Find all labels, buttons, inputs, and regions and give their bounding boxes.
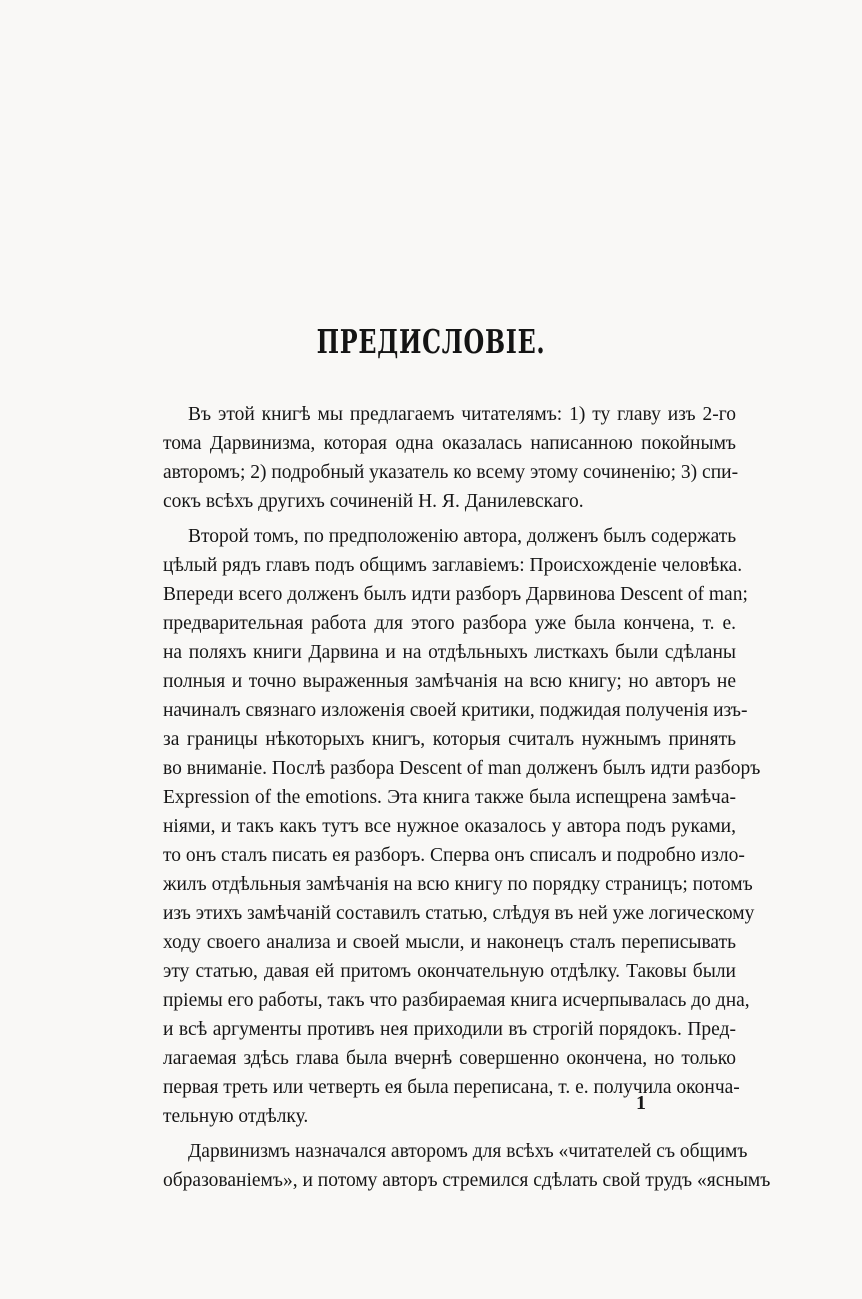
text-line: первая треть или четверть ея была переписана, т. е. получила оконча- [163,1077,740,1098]
text-line: за границы нѣкоторыхъ книгъ, которыя считалъ нужнымъ принять [163,729,736,750]
text-line: полныя и точно выраженныя замѣчанія на всю книгу; но авторъ не [163,671,736,692]
paragraph [163,1137,771,1195]
text-line: сокъ всѣхъ другихъ сочиненій Н. Я. Данилевскаго. [163,491,584,512]
page-number: 1 [636,1092,646,1114]
text-line: Второй томъ, по предположенію автора, долженъ былъ содержать [188,526,737,547]
text-line: изъ этихъ замѣчаній составилъ статью, слѣдуя въ ней уже логическому [163,903,755,924]
text-line: авторомъ; 2) подробный указатель ко всему этому сочиненію; 3) спи- [163,462,739,483]
text-line: эту статью, давая ей притомъ окончательную отдѣлку. Таковы были [163,961,736,982]
body-text [163,400,771,1195]
text-line: лагаемая здѣсь глава была вчернѣ совершенно окончена, но только [163,1048,736,1069]
text-line: и всѣ аргументы противъ нея приходили въ строгій порядокъ. Пред- [163,1019,736,1040]
text-line: Дарвинизмъ назначался авторомъ для всѣхъ «читателей съ общимъ [188,1141,748,1162]
text-line: пріемы его работы, такъ что разбираемая книга исчерпывалась до дна, [163,990,750,1011]
text-line: Въ этой книгѣ мы предлагаемъ читателямъ: 1) ту главу изъ 2-го [188,404,736,425]
text-line: ходу своего анализа и своей мысли, и наконецъ сталъ переписывать [163,932,736,953]
paragraph [163,400,739,516]
text-line: Expression of the emotions. Эта книга также была испещрена замѣча- [163,787,736,808]
text-line: тельную отдѣлку. [163,1106,309,1127]
text-line: во вниманіе. Послѣ разбора Descent of man долженъ былъ идти разборъ [163,758,761,779]
text-line: образованіемъ», и потому авторъ стремился сдѣлать свой трудъ «яснымъ [163,1170,771,1191]
page-title: ПРЕДИСЛОВІЕ. [316,322,546,361]
text-line: то онъ сталъ писать ея разборъ. Сперва онъ списалъ и подробно изло- [163,845,745,866]
text-line: начиналъ связнаго изложенія своей критики, поджидая полученія изъ- [163,700,748,721]
text-line: предварительная работа для этого разбора уже была кончена, т. е. [163,613,736,634]
text-line: Впереди всего долженъ былъ идти разборъ Дарвинова Descent of man; [163,584,748,605]
text-line: тома Дарвинизма, которая одна оказалась написанною покойнымъ [163,433,736,454]
text-line: ніями, и такъ какъ тутъ все нужное оказалось у автора подъ руками, [163,816,736,837]
text-line: цѣлый рядъ главъ подъ общимъ заглавіемъ: Происхожденіе человѣка. [163,555,743,576]
text-line: жилъ отдѣльныя замѣчанія на всю книгу по порядку страницъ; потомъ [163,874,753,895]
text-line: на поляхъ книги Дарвина и на отдѣльныхъ листкахъ были сдѣланы [163,642,736,663]
paragraph [163,522,761,1131]
